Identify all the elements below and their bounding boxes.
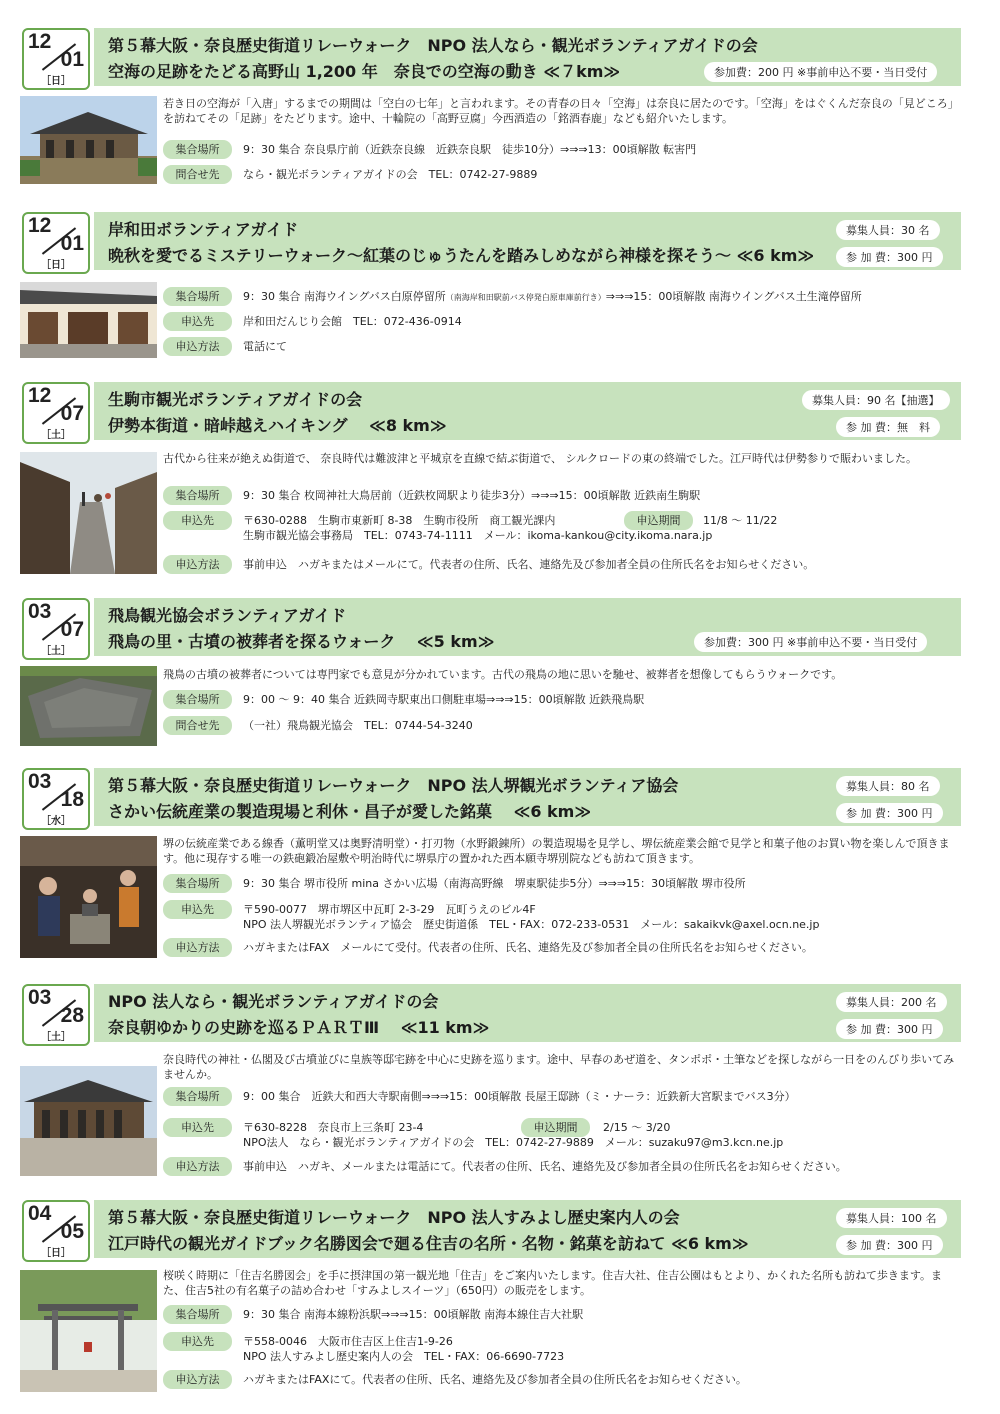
info-row: 申込方法 事前申込 ハガキ、メールまたは電話にて。代表者の住所、氏名、連絡先及び参加者全員の住所氏名をお知らせください。 — [163, 1157, 963, 1178]
event-title-band — [94, 28, 961, 86]
event-title: 江戸時代の観光ガイドブック名勝図会で廻る住吉の名所・名物・銘菓を訪ねて ≪6 km≫ — [108, 1234, 749, 1253]
event-title: 伊勢本街道・暗峠越えハイキング ≪8 km≫ — [108, 416, 447, 435]
event-photo-workshop — [20, 836, 157, 958]
event-photo-street — [20, 282, 157, 370]
capacity-badge: 募集人員：100 名 — [836, 1208, 947, 1228]
event-title-band — [94, 382, 961, 440]
info-row: 集合場所 9：30 集合 枚岡神社大鳥居前（近鉄枚岡駅より徒歩3分）⇒⇒⇒15：00頃解散 近鉄南生駒駅 — [163, 486, 963, 507]
event-organizer: 生駒市観光ボランティアガイドの会 — [108, 390, 363, 409]
event-title-band — [94, 212, 961, 270]
info-row: 問合せ先 なら・観光ボランティアガイドの会 TEL：0742-27-9889 — [163, 165, 963, 186]
event-organizer: 岸和田ボランティアガイド — [108, 220, 299, 239]
event-date: 03 07 ［土］ — [22, 598, 90, 660]
event-photo-torii-gate — [20, 1270, 157, 1392]
fee-badge: 参加費：200 円 ※事前申込不要・当日受付 — [704, 62, 937, 82]
info-row: 申込方法 ハガキまたはFAXにて。代表者の住所、氏名、連絡先及び参加者全員の住所氏名をお知らせください。 — [163, 1370, 963, 1391]
period-value: 2/15 ～ 3/20 — [603, 1121, 671, 1134]
info-row: 申込先 〒558-0046 大阪市住吉区上住吉1-9-26 NPO 法人すみよし歴史案内人の会 TEL・FAX：06-6690-7723 — [163, 1332, 963, 1368]
event-photo-pagoda-hall — [20, 1066, 157, 1176]
event-photo-kofun-stone — [20, 666, 157, 746]
event-date: 04 05 ［日］ — [22, 1200, 90, 1262]
period-label: 申込期間 — [521, 1118, 590, 1137]
event-photo-old-road — [20, 452, 157, 574]
event-organizer: 第５幕大阪・奈良歴史街道リレーウォーク NPO 法人堺観光ボランティア協会 — [108, 776, 679, 795]
event-date: 03 28 ［土］ — [22, 984, 90, 1046]
fee-badge: 参 加 費：無 料 — [836, 417, 940, 437]
info-row: 申込方法 電話にて — [163, 337, 963, 358]
info-row: 申込先 〒590-0077 堺市堺区中瓦町 2-3-29 瓦町うえのビル4F NPO 法人堺観光ボランティア協会 歴史街道係 TEL・FAX：072-233-0531 メール：sakaikvk@axel.ocn.ne.jp — [163, 900, 963, 936]
capacity-badge: 募集人員：80 名 — [836, 776, 940, 796]
event-description: 桜咲く時期に「住吉名勝図会」を手に摂津国の第一観光地「住吉」をご案内いたします。住吉大社、住吉公園はもとより、かくれた名所も訪ねて歩きます。また、住吉5社の有名菓子の詰め合わせ「すみよしスイーツ」（650円）の販売をします。 — [163, 1269, 942, 1297]
fee-badge: 参 加 費：300 円 — [836, 803, 943, 823]
info-row: 集合場所 9：30 集合 南海本線粉浜駅⇒⇒⇒15：00頃解散 南海本線住吉大社駅 — [163, 1305, 963, 1326]
info-row: 集合場所 9：00 集合 近鉄大和西大寺駅南側⇒⇒⇒15：00頃解散 長屋王邸跡（ミ・ナーラ：近鉄新大宮駅までバス3分） — [163, 1087, 963, 1108]
info-row: 申込先 岸和田だんじり会館 TEL：072-436-0914 — [163, 312, 963, 333]
event-title-band — [94, 598, 961, 656]
event-date: 12 07 ［土］ — [22, 382, 90, 444]
info-row: 集合場所 9：30 集合 堺市役所 mina さかい広場（南海高野線 堺東駅徒歩5分）⇒⇒⇒15：30頃解散 堺市役所 — [163, 874, 963, 895]
fee-badge: 参加費：300 円 ※事前申込不要・当日受付 — [694, 632, 927, 652]
event-title: さかい伝統産業の製造現場と利休・昌子が愛した銘菓 ≪6 km≫ — [108, 802, 592, 821]
capacity-badge: 募集人員：30 名 — [836, 220, 940, 240]
info-row: 申込方法 事前申込 ハガキまたはメールにて。代表者の住所、氏名、連絡先及び参加者全員の住所氏名をお知らせください。 — [163, 555, 963, 576]
event-description: 堺の伝統産業である線香（薫明堂又は奥野清明堂）・打刃物（水野鍛錬所）の製造現場を見学し、堺伝統産業会館で見学と和菓子他のお買い物を楽しんで頂きます。他に現存する唯一の鉄砲鍛冶屋敷や明治時代に堺県庁の置かれた西本願寺堺別院なども訪ねて頂きます。 — [163, 837, 950, 865]
info-row: 申込方法 ハガキまたはFAX メールにて受付。代表者の住所、氏名、連絡先及び参加者全員の住所氏名をお知らせください。 — [163, 938, 963, 959]
event-title-band — [94, 984, 961, 1042]
info-row: 集合場所 9：30 集合 奈良県庁前（近鉄奈良線 近鉄奈良駅 徒歩10分）⇒⇒⇒13：00頃解散 転害門 — [163, 140, 963, 161]
event-title-band — [94, 1200, 961, 1258]
event-description: 若き日の空海が「入唐」するまでの期間は「空白の七年」と言われます。その青春の日々「空海」は奈良に居たのです。「空海」をはぐくんだ奈良の「見どころ」を訪ねてその「足跡」をたどります。途中、十輪院の「高野豆腐」今西酒造の「銘酒春鹿」なども紹介いたします。 — [163, 97, 959, 125]
event-organizer: 第５幕大阪・奈良歴史街道リレーウォーク NPO 法人なら・観光ボランティアガイドの会 — [108, 36, 758, 55]
event-title: 空海の足跡をたどる高野山 1,200 年 奈良での空海の動き ≪７km≫ — [108, 62, 621, 81]
info-row: 集合場所 9：30 集合 南海ウイングバス白原停留所（南海岸和田駅前バス停発白原車庫前行き）⇒⇒⇒15：00頃解散 南海ウイングバス土生滝停留所 — [163, 287, 963, 308]
fee-badge: 参 加 費：300 円 — [836, 1235, 943, 1255]
event-date: 03 18 ［水］ — [22, 768, 90, 830]
info-row: 申込先 〒630-0288 生駒市東新町 8-38 生駒市役所 商工観光課内 申込期間 11/8 ～ 11/22 生駒市観光協会事務局 TEL：0743-74-1111 メール：ikoma-kankou@city.ikoma.nara.jp — [163, 511, 963, 547]
event-organizer: 飛鳥観光協会ボランティアガイド — [108, 606, 347, 625]
event-organizer: NPO 法人なら・観光ボランティアガイドの会 — [108, 992, 439, 1011]
event-title: 奈良朝ゆかりの史跡を巡るＰＡＲＴⅢ ≪11 km≫ — [108, 1018, 490, 1037]
capacity-badge: 募集人員：200 名 — [836, 992, 947, 1012]
capacity-badge: 募集人員：90 名【抽選】 — [802, 390, 950, 410]
fee-badge: 参 加 費：300 円 — [836, 247, 943, 267]
event-date: 12 01 ［日］ — [22, 28, 90, 90]
event-title: 飛鳥の里・古墳の被葬者を探るウォーク ≪5 km≫ — [108, 632, 495, 651]
event-organizer: 第５幕大阪・奈良歴史街道リレーウォーク NPO 法人すみよし歴史案内人の会 — [108, 1208, 680, 1227]
fee-badge: 参 加 費：300 円 — [836, 1019, 943, 1039]
event-title-band — [94, 768, 961, 826]
period-label: 申込期間 — [624, 511, 693, 530]
info-row: 問合せ先 （一社）飛鳥観光協会 TEL：0744-54-3240 — [163, 716, 963, 737]
event-date: 12 01 ［日］ — [22, 212, 90, 274]
event-description: 飛鳥の古墳の被葬者については専門家でも意見が分かれています。古代の飛鳥の地に思いを馳せ、被葬者を想像してもらうウォークです。 — [163, 668, 843, 681]
event-title: 晩秋を愛でるミステリーウォーク～紅葉のじゅうたんを踏みしめながら神様を探そう～ ≪6 km≫ — [108, 246, 815, 265]
event-description: 奈良時代の神社・仏閣及び古墳並びに皇族等邸宅跡を中心に史跡を巡ります。途中、早春のあぜ道を、タンポポ・土筆などを探しながら一日をのんびり歩いてみませんか。 — [163, 1053, 955, 1081]
period-value: 11/8 ～ 11/22 — [703, 514, 778, 527]
event-photo-temple — [20, 96, 157, 184]
event-description: 古代から往来が絶えぬ街道で、 奈良時代は難波津と平城京を直線で結ぶ街道で、 シルクロードの東の終端でした。江戸時代は伊勢参りで賑わいました。 — [163, 452, 918, 465]
info-row: 集合場所 9：00 ～ 9：40 集合 近鉄岡寺駅東出口側駐車場⇒⇒⇒15：00頃解散 近鉄飛鳥駅 — [163, 690, 963, 711]
info-row: 申込先 〒630-8228 奈良市上三条町 23-4 申込期間 2/15 ～ 3/20 NPO法人 なら・観光ボランティアガイドの会 TEL：0742-27-9889 メール：suzaku97@m3.kcn.ne.jp — [163, 1118, 963, 1154]
